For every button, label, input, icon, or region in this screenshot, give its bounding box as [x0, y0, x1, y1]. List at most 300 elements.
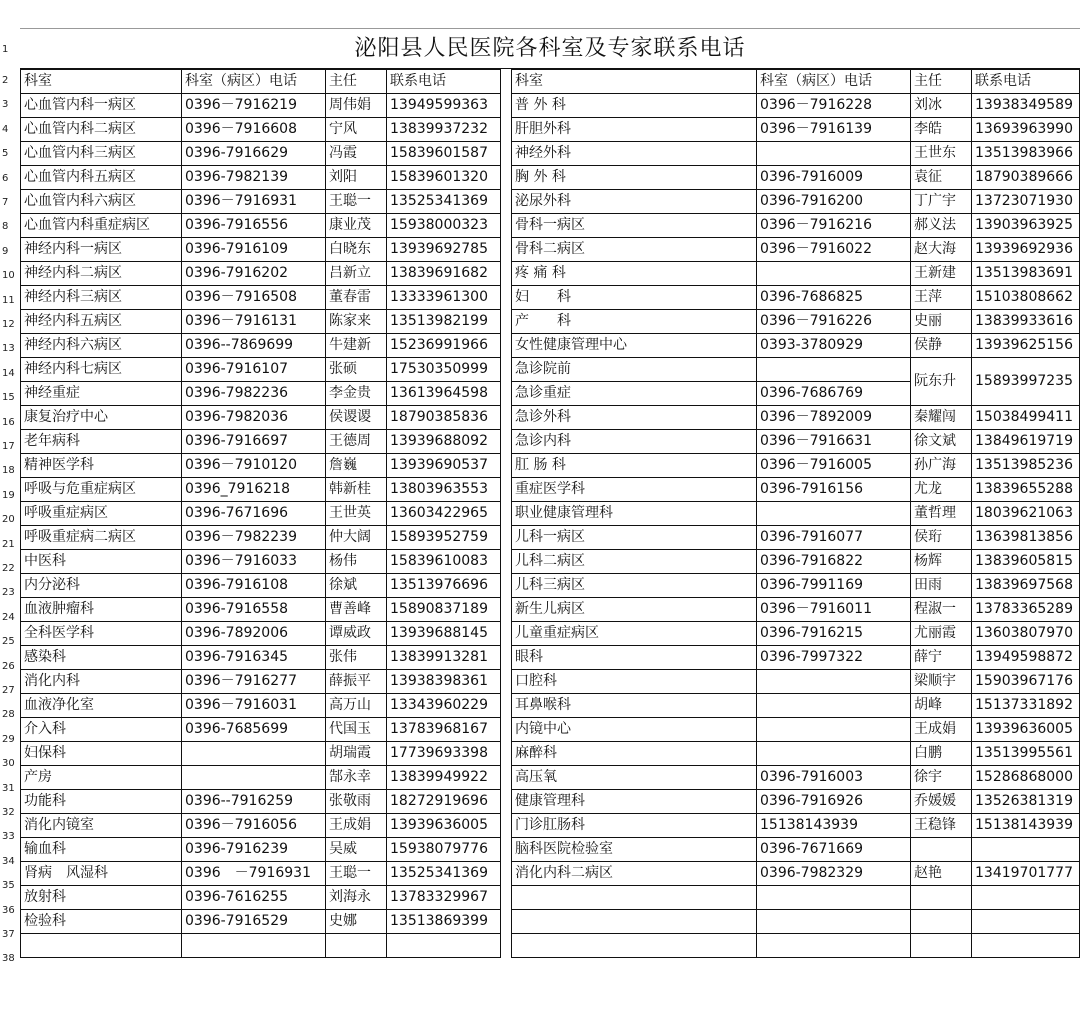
table-row: [512, 358, 1080, 382]
table-row: [21, 286, 501, 310]
contact-phone-cell: 13803963553: [387, 478, 501, 502]
contact-phone-cell: 13939636005: [972, 718, 1080, 742]
row-number: 9: [2, 245, 9, 257]
table-row: [512, 310, 1080, 334]
department-cell: 呼吸重症病二病区: [21, 526, 182, 550]
contact-phone-cell: 15903967176: [972, 670, 1080, 694]
department-cell: 普 外 科: [512, 94, 757, 118]
department-cell: 新生儿病区: [512, 598, 757, 622]
department-cell: 耳鼻喉科: [512, 694, 757, 718]
contact-phone-cell: 15138143939: [972, 814, 1080, 838]
table-row: [21, 454, 501, 478]
director-cell: [911, 838, 972, 862]
department-table-left: [20, 69, 501, 958]
table-row: [21, 358, 501, 382]
table-row: [21, 214, 501, 238]
director-cell: 王稳锋: [911, 814, 972, 838]
contact-phone-cell: 13526381319: [972, 790, 1080, 814]
ward-phone-cell: 0396-7686825: [757, 286, 911, 310]
department-cell: 脑科医院检验室: [512, 838, 757, 862]
contact-phone-cell: [972, 886, 1080, 910]
contact-phone-cell: 13939625156: [972, 334, 1080, 358]
director-cell: 陈家来: [326, 310, 387, 334]
department-cell: 产 科: [512, 310, 757, 334]
department-cell: 急诊院前: [512, 358, 757, 382]
department-cell: [512, 886, 757, 910]
contact-phone-cell: 13938398361: [387, 670, 501, 694]
contact-phone-cell: 15286868000: [972, 766, 1080, 790]
table-row: [512, 118, 1080, 142]
row-number: 1: [2, 44, 9, 55]
column-header: 联系电话: [972, 70, 1080, 94]
table-row: [21, 742, 501, 766]
department-cell: 肾病 风湿科: [21, 862, 182, 886]
table-row: [21, 310, 501, 334]
director-cell: 白晓东: [326, 238, 387, 262]
director-cell: 牛建新: [326, 334, 387, 358]
contact-phone-cell: 15137331892: [972, 694, 1080, 718]
ward-phone-cell: [182, 766, 326, 790]
table-row: [512, 790, 1080, 814]
table-row: [21, 838, 501, 862]
row-number: 8: [2, 221, 9, 233]
department-cell: 口腔科: [512, 670, 757, 694]
row-number: 18: [2, 465, 15, 477]
director-cell: 王成娟: [911, 718, 972, 742]
row-number: 29: [2, 733, 15, 745]
contact-phone-cell: 13939692936: [972, 238, 1080, 262]
director-cell: 韩新桂: [326, 478, 387, 502]
ward-phone-cell: 0396－7916631: [757, 430, 911, 454]
ward-phone-cell: 0396-7686769: [757, 382, 911, 406]
department-cell: 女性健康管理中心: [512, 334, 757, 358]
department-cell: 呼吸与危重症病区: [21, 478, 182, 502]
row-number: 34: [2, 855, 15, 867]
ward-phone-cell: 0396-7916822: [757, 550, 911, 574]
table-row: [512, 526, 1080, 550]
department-cell: 康复治疗中心: [21, 406, 182, 430]
row-number: 25: [2, 636, 15, 648]
contact-phone-cell: 13903963925: [972, 214, 1080, 238]
department-cell: 神经重症: [21, 382, 182, 406]
ward-phone-cell: 15138143939: [757, 814, 911, 838]
department-cell: 儿童重症病区: [512, 622, 757, 646]
director-cell: 侯谡谡: [326, 406, 387, 430]
ward-phone-cell: 0396－7916508: [182, 286, 326, 310]
director-cell: 高万山: [326, 694, 387, 718]
ward-phone-cell: 0396-7916529: [182, 910, 326, 934]
director-cell: 阮东升: [911, 358, 972, 406]
department-cell: 骨科一病区: [512, 214, 757, 238]
row-number: 36: [2, 904, 15, 916]
department-cell: 介入科: [21, 718, 182, 742]
director-cell: 刘冰: [911, 94, 972, 118]
director-cell: 王萍: [911, 286, 972, 310]
column-header: 科室（病区）电话: [757, 70, 911, 94]
director-cell: 王聪一: [326, 862, 387, 886]
department-cell: [512, 910, 757, 934]
contact-phone-cell: 15890837189: [387, 598, 501, 622]
director-cell: 宁风: [326, 118, 387, 142]
department-cell: 放射科: [21, 886, 182, 910]
director-cell: 董哲理: [911, 502, 972, 526]
column-header: 联系电话: [387, 70, 501, 94]
contact-phone-cell: 13513983966: [972, 142, 1080, 166]
contact-phone-cell: 13783329967: [387, 886, 501, 910]
row-number: 4: [2, 123, 9, 135]
contact-phone-cell: 13939692785: [387, 238, 501, 262]
department-cell: 麻醉科: [512, 742, 757, 766]
contact-phone-cell: 13939688092: [387, 430, 501, 454]
department-cell: 感染科: [21, 646, 182, 670]
director-cell: 胡峰: [911, 694, 972, 718]
table-row: [21, 598, 501, 622]
table-row: [21, 910, 501, 934]
department-cell: 神经内科七病区: [21, 358, 182, 382]
director-cell: 张硕: [326, 358, 387, 382]
table-row: [21, 478, 501, 502]
ward-phone-cell: [757, 142, 911, 166]
ward-phone-cell: [757, 718, 911, 742]
director-cell: 薛振平: [326, 670, 387, 694]
department-cell: 中医科: [21, 550, 182, 574]
department-cell: 重症医学科: [512, 478, 757, 502]
director-cell: 程淑一: [911, 598, 972, 622]
ward-phone-cell: 0393-3780929: [757, 334, 911, 358]
table-row: [512, 598, 1080, 622]
sheet-top-border: [20, 28, 1080, 29]
department-cell: 儿科一病区: [512, 526, 757, 550]
ward-phone-cell: 0396-7916239: [182, 838, 326, 862]
department-cell: 门诊肛肠科: [512, 814, 757, 838]
director-cell: 詹巍: [326, 454, 387, 478]
director-cell: 王世东: [911, 142, 972, 166]
department-cell: 检验科: [21, 910, 182, 934]
contact-phone-cell: 15839601320: [387, 166, 501, 190]
contact-phone-cell: 13513982199: [387, 310, 501, 334]
row-number: 27: [2, 685, 15, 696]
department-cell: 神经内科六病区: [21, 334, 182, 358]
department-cell: 产房: [21, 766, 182, 790]
ward-phone-cell: 0396－7892009: [757, 406, 911, 430]
contact-phone-cell: 13849619719: [972, 430, 1080, 454]
contact-phone-cell: 13613964598: [387, 382, 501, 406]
director-cell: 王成娟: [326, 814, 387, 838]
ward-phone-cell: 0396-7616255: [182, 886, 326, 910]
table-row: [21, 550, 501, 574]
contact-phone-cell: 13839655288: [972, 478, 1080, 502]
table-row: [21, 790, 501, 814]
contact-phone-cell: [387, 934, 501, 958]
table-row: [512, 430, 1080, 454]
contact-phone-cell: 15839601587: [387, 142, 501, 166]
row-number: 33: [2, 831, 15, 843]
contact-phone-cell: 13949599363: [387, 94, 501, 118]
department-cell: 心血管内科二病区: [21, 118, 182, 142]
ward-phone-cell: 0396-7991169: [757, 574, 911, 598]
contact-phone-cell: 15236991966: [387, 334, 501, 358]
table-row: [21, 262, 501, 286]
department-cell: 输血科: [21, 838, 182, 862]
contact-phone-cell: 15938079776: [387, 838, 501, 862]
director-cell: 王聪一: [326, 190, 387, 214]
contact-phone-cell: 13839949922: [387, 766, 501, 790]
table-row: [21, 118, 501, 142]
row-number: 21: [2, 538, 15, 550]
ward-phone-cell: 0396-7982329: [757, 862, 911, 886]
department-cell: 消化内科: [21, 670, 182, 694]
row-number: 10: [2, 270, 15, 282]
ward-phone-cell: 0396-7997322: [757, 646, 911, 670]
department-cell: 肝胆外科: [512, 118, 757, 142]
ward-phone-cell: [182, 742, 326, 766]
contact-phone-cell: 13513983691: [972, 262, 1080, 286]
department-cell: 心血管内科六病区: [21, 190, 182, 214]
row-number: 19: [2, 489, 15, 501]
row-number: 17: [2, 441, 15, 452]
department-cell: 神经内科五病区: [21, 310, 182, 334]
department-cell: 消化内科二病区: [512, 862, 757, 886]
ward-phone-cell: 0396-7916003: [757, 766, 911, 790]
director-cell: 周伟娟: [326, 94, 387, 118]
contact-phone-cell: 17530350999: [387, 358, 501, 382]
ward-phone-cell: 0396-7916077: [757, 526, 911, 550]
row-number: 12: [2, 319, 15, 330]
table-row: [512, 622, 1080, 646]
director-cell: 史丽: [911, 310, 972, 334]
ward-phone-cell: 0396-7892006: [182, 622, 326, 646]
table-row: [512, 166, 1080, 190]
ward-phone-cell: [757, 886, 911, 910]
department-cell: 职业健康管理科: [512, 502, 757, 526]
contact-phone-cell: 18039621063: [972, 502, 1080, 526]
department-cell: 胸 外 科: [512, 166, 757, 190]
table-row: [512, 934, 1080, 958]
row-number: 20: [2, 514, 15, 526]
contact-phone-cell: 15893952759: [387, 526, 501, 550]
table-row: [21, 766, 501, 790]
contact-phone-cell: 13513995561: [972, 742, 1080, 766]
ward-phone-cell: [757, 910, 911, 934]
department-cell: 泌尿外科: [512, 190, 757, 214]
table-row: [21, 382, 501, 406]
ward-phone-cell: 0396－7916228: [757, 94, 911, 118]
table-row: [21, 94, 501, 118]
ward-phone-cell: 0396-7982036: [182, 406, 326, 430]
table-row: [21, 718, 501, 742]
director-cell: [911, 886, 972, 910]
table-row: [21, 190, 501, 214]
contact-phone-cell: 13939688145: [387, 622, 501, 646]
director-cell: 侯静: [911, 334, 972, 358]
contact-phone-cell: 18790385836: [387, 406, 501, 430]
director-cell: 徐斌: [326, 574, 387, 598]
director-cell: 郜永幸: [326, 766, 387, 790]
contact-phone-cell: 13839937232: [387, 118, 501, 142]
table-row: [512, 550, 1080, 574]
contact-phone-cell: 13839691682: [387, 262, 501, 286]
contact-phone-cell: 13693963990: [972, 118, 1080, 142]
row-number: 31: [2, 782, 15, 794]
contact-phone-cell: [972, 934, 1080, 958]
director-cell: 张敬雨: [326, 790, 387, 814]
row-number: 32: [2, 807, 15, 818]
table-row: [512, 862, 1080, 886]
department-cell: [512, 934, 757, 958]
table-row: [21, 646, 501, 670]
director-cell: 赵艳: [911, 862, 972, 886]
table-row: [21, 166, 501, 190]
department-cell: 儿科三病区: [512, 574, 757, 598]
contact-phone-cell: 13343960229: [387, 694, 501, 718]
ward-phone-cell: [757, 502, 911, 526]
director-cell: 尤龙: [911, 478, 972, 502]
department-cell: 消化内镜室: [21, 814, 182, 838]
ward-phone-cell: 0396-7916629: [182, 142, 326, 166]
header-row: [512, 70, 1080, 94]
contact-phone-cell: 13939636005: [387, 814, 501, 838]
department-cell: 心血管内科五病区: [21, 166, 182, 190]
department-cell: 神经外科: [512, 142, 757, 166]
department-cell: 神经内科二病区: [21, 262, 182, 286]
director-cell: 王新建: [911, 262, 972, 286]
director-cell: 仲大阔: [326, 526, 387, 550]
ward-phone-cell: 0396-7916556: [182, 214, 326, 238]
ward-phone-cell: 0396-7671696: [182, 502, 326, 526]
contact-phone-cell: 13513976696: [387, 574, 501, 598]
table-row: [21, 622, 501, 646]
ward-phone-cell: 0396-7916156: [757, 478, 911, 502]
director-cell: 曹善峰: [326, 598, 387, 622]
ward-phone-cell: 0396 －7916931: [182, 862, 326, 886]
contact-phone-cell: 13723071930: [972, 190, 1080, 214]
director-cell: [326, 934, 387, 958]
director-cell: 胡瑞霞: [326, 742, 387, 766]
department-cell: 妇保科: [21, 742, 182, 766]
contact-phone-cell: [972, 838, 1080, 862]
row-number: 7: [2, 197, 9, 208]
table-row: [512, 478, 1080, 502]
department-cell: 骨科二病区: [512, 238, 757, 262]
row-number: 23: [2, 587, 15, 599]
ward-phone-cell: 0396－7916022: [757, 238, 911, 262]
department-cell: 内分泌科: [21, 574, 182, 598]
contact-phone-cell: 18272919696: [387, 790, 501, 814]
table-row: [512, 502, 1080, 526]
ward-phone-cell: 0396－7916131: [182, 310, 326, 334]
column-header: 科室（病区）电话: [182, 70, 326, 94]
ward-phone-cell: [757, 694, 911, 718]
table-row: [21, 694, 501, 718]
department-cell: 神经内科三病区: [21, 286, 182, 310]
ward-phone-cell: 0396-7671669: [757, 838, 911, 862]
table-row: [512, 766, 1080, 790]
department-cell: 儿科二病区: [512, 550, 757, 574]
department-table-right: [511, 69, 1080, 958]
table-row: [21, 142, 501, 166]
director-cell: 白鹏: [911, 742, 972, 766]
ward-phone-cell: 0396-7916109: [182, 238, 326, 262]
department-cell: 高压氧: [512, 766, 757, 790]
department-cell: 心血管内科三病区: [21, 142, 182, 166]
row-number: 11: [2, 294, 15, 306]
director-cell: 董春雷: [326, 286, 387, 310]
contact-phone-cell: 13525341369: [387, 862, 501, 886]
contact-phone-cell: 15893997235: [972, 358, 1080, 406]
table-row: [21, 574, 501, 598]
row-number: 16: [2, 416, 15, 428]
ward-phone-cell: 0396-7916926: [757, 790, 911, 814]
table-row: [512, 814, 1080, 838]
ward-phone-cell: 0396-7916558: [182, 598, 326, 622]
director-cell: 李金贵: [326, 382, 387, 406]
ward-phone-cell: 0396-7982236: [182, 382, 326, 406]
table-row: [512, 646, 1080, 670]
contact-phone-cell: 13603807970: [972, 622, 1080, 646]
ward-phone-cell: 0396-7916108: [182, 574, 326, 598]
ward-phone-cell: 0396－7916277: [182, 670, 326, 694]
director-cell: 吕新立: [326, 262, 387, 286]
contact-phone-cell: 13603422965: [387, 502, 501, 526]
table-row: [21, 934, 501, 958]
contact-phone-cell: 15938000323: [387, 214, 501, 238]
department-cell: 眼科: [512, 646, 757, 670]
director-cell: 王世英: [326, 502, 387, 526]
contact-phone-cell: 15038499411: [972, 406, 1080, 430]
table-row: [512, 886, 1080, 910]
table-row: [21, 334, 501, 358]
ward-phone-cell: 0396－7916139: [757, 118, 911, 142]
contact-phone-cell: 15839610083: [387, 550, 501, 574]
ward-phone-cell: [757, 262, 911, 286]
row-number: 14: [2, 367, 15, 379]
director-cell: 赵大海: [911, 238, 972, 262]
ward-phone-cell: 0396-7916202: [182, 262, 326, 286]
director-cell: 杨伟: [326, 550, 387, 574]
page-title: 泌阳县人民医院各科室及专家联系电话: [354, 36, 746, 61]
table-row: [512, 742, 1080, 766]
column-header: 主任: [326, 70, 387, 94]
ward-phone-cell: 0396－7916031: [182, 694, 326, 718]
row-number: 13: [2, 343, 15, 355]
department-cell: 肛 肠 科: [512, 454, 757, 478]
director-cell: 史娜: [326, 910, 387, 934]
row-number: 28: [2, 709, 15, 721]
row-number: 37: [2, 929, 15, 940]
table-row: [21, 886, 501, 910]
table-row: [512, 238, 1080, 262]
ward-phone-cell: 0396－7916056: [182, 814, 326, 838]
ward-phone-cell: 0396-7916215: [757, 622, 911, 646]
row-number: 22: [2, 563, 15, 574]
department-cell: 疼 痛 科: [512, 262, 757, 286]
contact-phone-cell: 18790389666: [972, 166, 1080, 190]
director-cell: 徐宇: [911, 766, 972, 790]
director-cell: 王德周: [326, 430, 387, 454]
director-cell: 刘海永: [326, 886, 387, 910]
row-number: 5: [2, 148, 9, 160]
ward-phone-cell: 0396－7916033: [182, 550, 326, 574]
ward-phone-cell: [757, 934, 911, 958]
director-cell: 梁顺宇: [911, 670, 972, 694]
ward-phone-cell: [757, 670, 911, 694]
contact-phone-cell: 13839933616: [972, 310, 1080, 334]
department-cell: 老年病科: [21, 430, 182, 454]
row-number: 38: [2, 953, 15, 965]
contact-phone-cell: 13839697568: [972, 574, 1080, 598]
ward-phone-cell: 0396-7916107: [182, 358, 326, 382]
director-cell: 康业茂: [326, 214, 387, 238]
